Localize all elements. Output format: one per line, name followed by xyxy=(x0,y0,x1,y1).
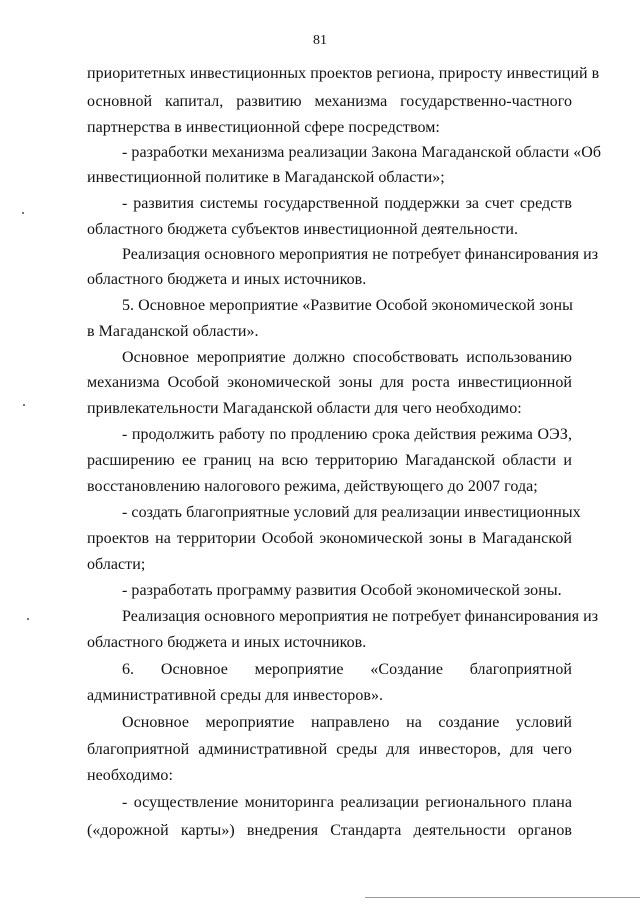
text-line: приоритетных инвестиционных проектов региона, приросту инвестиций в xyxy=(87,65,600,82)
text-line: - разработать программу развития Особой экономической зоны. xyxy=(122,582,562,599)
text-line: областного бюджета субъектов инвестиционной деятельности. xyxy=(87,221,518,238)
page-number: 81 xyxy=(313,33,327,48)
text-line: областного бюджета и иных источников. xyxy=(87,634,367,651)
scan-edge-line xyxy=(365,897,640,898)
text-line: Реализация основного мероприятия не потребует финансирования из xyxy=(122,246,599,263)
scan-mark xyxy=(22,212,24,214)
text-line: необходимо: xyxy=(87,767,173,784)
text-line: - создать благоприятные условий для реализации инвестиционных xyxy=(122,504,581,521)
text-line: в Магаданской области». xyxy=(87,323,259,340)
text-line: - осуществление мониторинга реализации регионального плана xyxy=(122,794,572,811)
text-line: инвестиционной политике в Магаданской области»; xyxy=(87,169,445,186)
text-line: основной капитал, развитию механизма государственно-частного xyxy=(87,93,572,110)
text-line: - продолжить работу по продлению срока действия режима ОЭЗ, xyxy=(122,426,572,443)
scan-mark xyxy=(27,618,29,620)
section-heading-6: 6. Основное мероприятие «Создание благоприятной xyxy=(122,661,572,678)
text-line: областного бюджета и иных источников. xyxy=(87,271,367,288)
text-line: привлекательности Магаданской области для чего необходимо: xyxy=(87,400,522,417)
section-heading-5: 5. Основное мероприятие «Развитие Особой экономической зоны xyxy=(122,297,573,314)
text-line: - разработки механизма реализации Закона Магаданской области «Об xyxy=(122,144,602,161)
text-line: Основное мероприятие направлено на создание условий xyxy=(122,714,572,731)
scan-mark xyxy=(23,404,25,406)
text-line: («дорожной карты») внедрения Стандарта деятельности органов xyxy=(87,822,572,839)
text-line: - развития системы государственной поддержки за счет средств xyxy=(122,195,572,212)
text-line: восстановлению налогового режима, действующего до 2007 года; xyxy=(87,478,538,495)
text-line: проектов на территории Особой экономической зоны в Магаданской xyxy=(87,530,572,547)
text-line: Основное мероприятие должно способствовать использованию xyxy=(122,349,572,366)
text-line: благоприятной административной среды для инвесторов, для чего xyxy=(87,741,572,758)
text-line: партнерства в инвестиционной сфере посредством: xyxy=(87,119,440,136)
text-line: области; xyxy=(87,556,146,573)
text-line: Реализация основного мероприятия не потребует финансирования из xyxy=(122,608,599,625)
text-line: административной среды для инвесторов». xyxy=(87,687,384,704)
text-line: расширению ее границ на всю территорию Магаданской области и xyxy=(87,452,572,469)
text-line: механизма Особой экономической зоны для роста инвестиционной xyxy=(87,374,572,391)
